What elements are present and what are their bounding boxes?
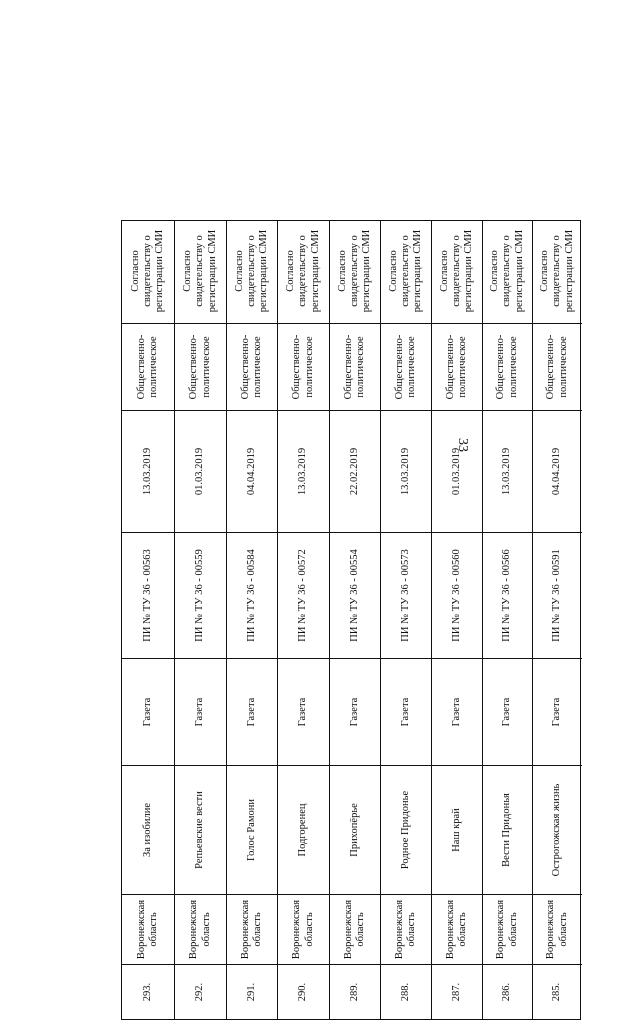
media-type-cell: Газета <box>381 659 431 766</box>
license-cell: ПИ № ТУ 36 - 00554 <box>330 533 380 659</box>
row-number: 289. <box>348 982 360 1002</box>
media-type-cell: Газета <box>483 659 532 766</box>
note-cell: Согласно свидетельству о регистрации СМИ <box>432 219 482 324</box>
media-type-cell: Газета <box>432 659 482 766</box>
table-row <box>174 221 226 1019</box>
license-cell: ПИ № ТУ 36 - 00563 <box>122 533 174 659</box>
license-cell: ПИ № ТУ 36 - 00559 <box>175 533 226 659</box>
media-type-cell: Газета <box>122 659 174 766</box>
media-name-cell: Острогожская жизнь <box>533 766 582 895</box>
region-cell: Воронежская область <box>533 895 582 965</box>
page-number: 33 <box>455 438 470 452</box>
date-cell: 13.03.2019 <box>381 411 431 533</box>
note-cell: Согласно свидетельству о регистрации СМИ <box>227 219 277 324</box>
category-cell: Общественно-политическое <box>278 324 329 411</box>
category-cell: Общественно-политическое <box>432 324 482 411</box>
table-row <box>329 221 380 1019</box>
region-cell: Воронежская область <box>330 895 380 965</box>
note-cell: Согласно свидетельству о регистрации СМИ <box>175 219 226 324</box>
media-name-cell: Наш край <box>432 766 482 895</box>
category-cell: Общественно-политическое <box>227 324 277 411</box>
note-cell: Согласно свидетельству о регистрации СМИ <box>122 219 174 324</box>
region-cell: Воронежская область <box>122 895 174 965</box>
media-name-cell: Вести Придонья <box>483 766 532 895</box>
category-cell: Общественно-политическое <box>175 324 226 411</box>
category-cell: Общественно-политическое <box>381 324 431 411</box>
media-name-cell: Родное Придонье <box>381 766 431 895</box>
license-cell: ПИ № ТУ 36 - 00572 <box>278 533 329 659</box>
note-cell: Согласно свидетельству о регистрации СМИ <box>330 219 380 324</box>
table-row <box>431 221 482 1019</box>
row-number: 287. <box>450 982 462 1002</box>
row-number: 285. <box>551 982 563 1002</box>
region-cell: Воронежская область <box>381 895 431 965</box>
media-type-cell: Газета <box>330 659 380 766</box>
row-number: 290. <box>297 982 309 1002</box>
media-name-cell: Репьевские вести <box>175 766 226 895</box>
table-row <box>226 221 277 1019</box>
media-type-cell: Газета <box>227 659 277 766</box>
license-cell: ПИ № ТУ 36 - 00591 <box>533 533 582 659</box>
note-cell: Согласно свидетельству о регистрации СМИ <box>533 219 582 324</box>
media-name-cell: За изобилие <box>122 766 174 895</box>
date-cell: 13.03.2019 <box>278 411 329 533</box>
row-number: 288. <box>399 982 411 1002</box>
table-row <box>532 221 582 1019</box>
table-row <box>277 221 329 1019</box>
media-type-cell: Газета <box>175 659 226 766</box>
license-cell: ПИ № ТУ 36 - 00560 <box>432 533 482 659</box>
date-cell: 22.02.2019 <box>330 411 380 533</box>
category-cell: Общественно-политическое <box>533 324 582 411</box>
row-number: 292. <box>194 982 206 1002</box>
media-name-cell: Подгоренец <box>278 766 329 895</box>
registry-table <box>121 220 581 1020</box>
region-cell: Воронежская область <box>278 895 329 965</box>
table-row <box>122 221 174 1019</box>
date-cell: 13.03.2019 <box>122 411 174 533</box>
row-number: 291. <box>245 982 257 1002</box>
region-cell: Воронежская область <box>227 895 277 965</box>
license-cell: ПИ № ТУ 36 - 00573 <box>381 533 431 659</box>
date-cell: 04.04.2019 <box>227 411 277 533</box>
date-cell: 13.03.2019 <box>483 411 532 533</box>
note-cell: Согласно свидетельству о регистрации СМИ <box>483 219 532 324</box>
category-cell: Общественно-политическое <box>483 324 532 411</box>
category-cell: Общественно-политическое <box>122 324 174 411</box>
media-name-cell: Прихопёрье <box>330 766 380 895</box>
date-cell: 01.03.2019 <box>432 411 482 533</box>
region-cell: Воронежская область <box>432 895 482 965</box>
region-cell: Воронежская область <box>483 895 532 965</box>
row-number: 293. <box>141 982 153 1002</box>
region-cell: Воронежская область <box>175 895 226 965</box>
date-cell: 01.03.2019 <box>175 411 226 533</box>
license-cell: ПИ № ТУ 36 - 00566 <box>483 533 532 659</box>
note-cell: Согласно свидетельству о регистрации СМИ <box>278 219 329 324</box>
note-cell: Согласно свидетельству о регистрации СМИ <box>381 219 431 324</box>
table-row <box>380 221 431 1019</box>
media-name-cell: Голос Рамони <box>227 766 277 895</box>
media-type-cell: Газета <box>278 659 329 766</box>
table-row <box>482 221 532 1019</box>
row-number: 286. <box>501 982 513 1002</box>
license-cell: ПИ № ТУ 36 - 00584 <box>227 533 277 659</box>
media-type-cell: Газета <box>533 659 582 766</box>
date-cell: 04.04.2019 <box>533 411 582 533</box>
category-cell: Общественно-политическое <box>330 324 380 411</box>
